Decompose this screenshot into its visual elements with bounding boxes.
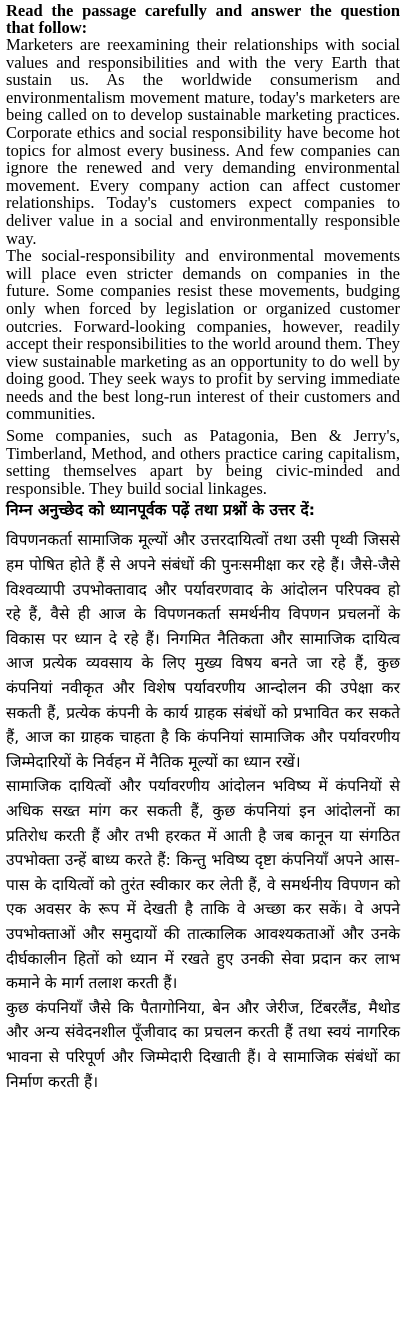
english-paragraph-3: Some companies, such as Patagonia, Ben & Jerry's, Timberland, Method, and others practice caring capitalism, setting themselves apart by being civic-minded and responsible. They build social linkages.	[6, 426, 400, 498]
hindi-paragraph-3: कुछ कंपनियाँ जैसे कि पैतागोनिया, बेन और जेरीज, टिंबरलैंड, मैथोड और अन्य संवेदनशील पूँजीवाद का प्रचलन करती हैं तथा स्वयं नागरिक भावना से परिपूर्ण और जिम्मेदारी दिखाती हैं। वे सामाजिक संबंधों का निर्माण करती हैं।	[6, 998, 400, 1091]
english-paragraph-2: The social-responsibility and environmental movements will place even stricter demands on companies in the future. Some companies resist these movements, budging only when forced by legislation or organized customer outcries. Forward-looking companies, however, readily accept their responsibilities to the world around them. They view sustainable marketing as an opportunity to do well by doing good. They seek ways to profit by serving immediate needs and the best long-run interest of their customers and communities.	[6, 246, 400, 424]
hindi-paragraph-2: सामाजिक दायित्वों और पर्यावरणीय आंदोलन भविष्य में कंपनियों से अधिक सख्त मांग कर सकती हैं, कुछ कंपनियां इन आंदोलनों का प्रतिरोध करती हैं और तभी हरकत में आती है जब कानून या संगठित उपभोक्ता उन्हें बाध्य करते हैं: किन्तु भविष्य दृष्टा कंपनियाँ अपने आस-पास के दायित्वों को तुरंत स्वीकार कर लेती हैं, वे समर्थनीय विपणन को एक अवसर के रूप में देखती है ताकि वे अच्छा कर सकें। वे अपने उपभोक्ताओं और समुदायों की तात्कालिक आवश्यकताओं और उनके दीर्घकालीन हितों को ध्यान में रखते हुए उनकी सेवा प्रदान कर लाभ कमाने के मार्ग तलाश करती हैं।	[6, 777, 400, 993]
english-instruction-heading: Read the passage carefully and answer the question that follow:	[6, 1, 400, 37]
english-paragraph-1: Marketers are reexamining their relationships with social values and responsibilities and with the very Earth that sustain us. As the worldwide consumerism and environmentalism movement mature, today's marketers are being called on to develop sustainable marketing practices. Corporate ethics and social responsibility have become hot topics for almost every business. And few companies can ignore the renewed and very demanding environmental movement. Every company action can affect customer relationships. Today's customers expect companies to deliver value in a social and environmentally responsible way.	[6, 35, 400, 248]
hindi-paragraph-1: विपणनकर्ता सामाजिक मूल्यों और उत्तरदायित्वों तथा उसी पृथ्वी जिससे हम पोषित होते हैं से अपने संबंधों की पुनःसमीक्षा कर रहे हैं। जैसे-जैसे विश्वव्यापी उपभोक्तावाद और पर्यावरणवाद के आंदोलन परिपक्व हो रहे हैं, वैसे ही आज के विपणनकर्ता समर्थनीय विपणन प्रचलनों के विकास पर ध्यान दे रहे हैं। निगमित नैतिकता और सामाजिक दायित्व आज प्रत्येक व्यवसाय के लिए मुख्य विषय बनते जा रहे हैं, कुछ कंपनियां नवीकृत और विशेष पर्यावरणीय आन्दोलन की उपेक्षा कर सकती हैं, प्रत्येक कंपनी के कार्य ग्राहक संबंधों को प्रभावित कर सकते हैं, आज का ग्राहक चाहता है कि कंपनियां सामाजिक और पर्यावरणीय जिम्मेदारियों के निर्वहन में नैतिक मूल्यों का ध्यान रखें।	[6, 531, 400, 771]
hindi-instruction-heading: निम्न अनुच्छेद को ध्यानपूर्वक पढ़ें तथा प्रश्नों के उत्तर दें:	[6, 501, 315, 520]
